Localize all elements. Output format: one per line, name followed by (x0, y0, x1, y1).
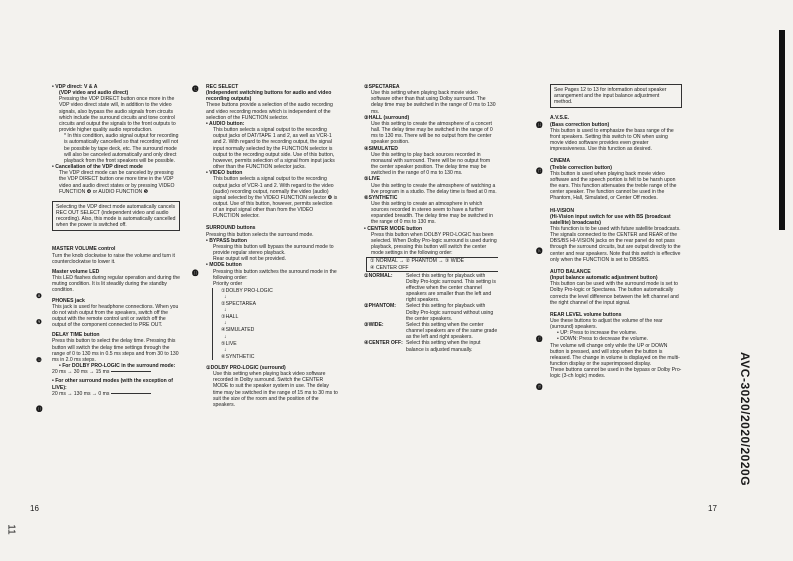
flow-step-4: ④SIMULATED (221, 327, 255, 334)
simulated-title: ④SIMULATED (364, 145, 398, 152)
live-body: Use this setting to create the atmosphere of watching a live program in a studio. The delay time is fixed at 0 ms. (371, 182, 497, 195)
live-title: ⑤LIVE (364, 176, 380, 183)
cinema-body: This button is used when playing back movie video software and the speech portion is felt to be harsh upon the ears. This function attenuates the treble range of the center speaker. The function cannot be used in the Phantom, Hall, Simulated, or Center Off modes. (550, 170, 677, 202)
model-name: AVC-3020/2020/2020G (738, 352, 752, 487)
vdp-title: • VDP direct: V & A (52, 84, 98, 90)
dolby-title: ①DOLBY PRO-LOGIC (surround) (206, 364, 286, 371)
spectarea-title: ②SPECTAREA (364, 84, 400, 90)
delay-prologic-flow (52, 369, 180, 375)
auto-balance-title: AUTO BALANCE (550, 268, 591, 275)
center-flow-1: ① NORMAL → ② PHANTOM → ③ WIDE (370, 258, 465, 265)
delay-other-flow (52, 391, 180, 397)
normal-desc: Select this setting for playback with Dolby Pro-logic surround. This setting is effective when the center channel speakers are smaller than the left and right speakers. (406, 272, 496, 304)
delay-prologic-flow-text: 20 ms → 30 ms → 15 ms (52, 369, 110, 376)
mode-body: Pressing this button switches the surround mode in the following order: (213, 268, 337, 281)
auto-balance-body: This button can be used with the surround mode is set to Dolby Pro-logic or Spectarea. The button automatically corrects the level difference between the left channel and the right channel of the input signal. (550, 281, 679, 306)
audio-body: This button selects a signal output to the recording output jacks of DAT/TAPE 1 and 2, as well as VCR-1 and 2. With regard to the recording output, the signal input normally selected by the FUNCTION selector is output to the recording output side. Use of this button, however, permits selection of a signal from input jacks other than the FUNCTION selector jacks. (213, 127, 335, 171)
rear-level-up: • UP: Press to increase the volume. (557, 330, 638, 337)
video-body: This button selects a signal output to the recording output jacks of VCR-1 and 2. With regard to the video (audio) recording output, normally the video (audio) signal selected by the VIDEO FUNCTION selector ❹ is output. Use of this button, however, permits selection of an input signal other than from the VIDEO FUNCTION selector. (213, 176, 338, 220)
marker-12: ⓬ (192, 86, 199, 93)
avse-body: This button is used to emphasize the bass range of the front speakers. Setting this switch to ON when using movie video software provides even greater impressiveness. Use this function as desired. (550, 127, 674, 153)
marker-9: ❾ (36, 319, 42, 326)
wide-desc: Select this setting when the center channel speakers are of the same grade as the left and right speakers. (406, 321, 498, 341)
center-modes-table (364, 273, 498, 353)
phantom-label: ②PHANTOM: (364, 303, 396, 310)
dolby-body: Use this setting when playing back video software recorded in Dolby surround. Switch the CENTER MODE to suit the speaker system in use. The delay time may be switched in the range of 15 ms to 30 ms to suit the size of the room and the position of the speakers. (213, 371, 338, 408)
priority-label: Priority order (213, 280, 243, 287)
marker-10: ❿ (36, 357, 42, 364)
hivision-title: HI-VISION (550, 207, 575, 214)
down-arrow-icon: ↓ (224, 320, 227, 327)
down-arrow-icon: ↓ (224, 333, 227, 340)
marker-17: ⓱ (536, 336, 543, 343)
marker-15: ⓯ (536, 168, 543, 175)
flow-step-1: ①DOLBY PRO-LOGIC (221, 288, 273, 294)
vdp-notice-box (52, 201, 180, 232)
hall-title: ③HALL (surround) (364, 114, 410, 121)
video-title: • VIDEO button (206, 170, 243, 177)
rec-subtitle: (Independent switching buttons for audio and video recording outputs) (206, 90, 332, 103)
master-volume-title: MASTER VOLUME control (52, 246, 116, 253)
column-4 (550, 84, 682, 380)
column-1 (52, 84, 180, 397)
page-number-left: 16 (30, 504, 39, 513)
side-mark: 11 (5, 524, 17, 535)
mode-title: • MODE button (206, 262, 242, 269)
synthetic-body: Use this setting to create an atmosphere in which sources recorded in stereo seem to have a further expanded breadth. The delay time may be switched in the range of 0 ms to 130 ms. (371, 200, 493, 226)
cancel-title: • Cancellation of the VDP direct mode (52, 164, 143, 171)
vdp-body: Pressing the VDP DIRECT button once more in the VDP video direct state will, in addition to the video signals, also bypass the audio signals from circuits which include the surround circuits and tone control circuits and output the signals to the front outputs to provide higher quality audio reproduction. (59, 96, 176, 134)
avse-subtitle: (Bass correction button) (550, 121, 610, 128)
vdp-notice-text: Selecting the VDP direct mode automatically cancels REC OUT SELECT (independent video and audio recording). Also, this mode is automatically cancelled when the power is switched off. (56, 203, 176, 229)
center-flow-2: ④ CENTER OFF (370, 264, 409, 271)
hivision-subtitle: (Hi-Vision input switch for use with BS (broadcast satellite) broadcasts) (550, 213, 671, 226)
flow-step-2: ②SPECTAREA (221, 301, 257, 308)
down-arrow-icon: ↓ (224, 307, 227, 314)
phones-title: PHONES jack (52, 297, 85, 304)
bypass-title: • BYPASS button (206, 237, 248, 244)
wide-label: ③WIDE: (364, 321, 384, 328)
delay-prologic: • For DOLBY PRO-LOGIC in the surround mode: (59, 363, 176, 370)
master-volume-body: Turn the knob clockwise to raise the volume and turn it counterclockwise to lower it. (52, 252, 175, 265)
marker-14: ⓮ (536, 122, 543, 129)
vdp-note: * In this condition, audio signal output for recording is automatically cancelled so that recording will not be possible by tape deck, etc. The surround mode will also be canceled automatically and only direct playback from the front speakers will be possible. (64, 133, 179, 164)
normal-label: ①NORMAL: (364, 272, 393, 279)
cinema-subtitle: (Treble correction button) (550, 164, 612, 171)
surround-title: SURROUND buttons (206, 225, 256, 232)
flow-step-6: ⑥SYNTHETIC (221, 353, 255, 360)
spectarea-body: Use this setting when playing back movie video software other than that using Dolby surround. The delay time may be switched in the range of 0 ms to 130 ms. (371, 90, 496, 115)
flow-step-3: ③HALL (221, 314, 239, 321)
flow-step-5: ⑤LIVE (221, 340, 237, 347)
audio-title: • AUDIO button: (206, 120, 245, 127)
marker-13: ⓭ (192, 270, 199, 277)
down-arrow-icon: ↓ (224, 346, 227, 353)
flow-line (111, 393, 151, 394)
phones-body: This jack is used for headphone connections. When you do not wish output from the speakers, switch off the output with the remote control unit or switch off the output of the component connected to PRE OUT. (52, 303, 179, 329)
center-off-label: ④CENTER OFF: (364, 340, 403, 347)
rec-body: These buttons provide a selection of the audio recording and video recording modes which is independent of the selection of the FUNCTION selector. (206, 102, 333, 121)
cinema-title: CINEMA (550, 158, 571, 165)
delay-other-flow-text: 20 ms → 130 ms → 0 ms (52, 390, 110, 397)
phantom-desc: Select this setting for playback with Dolby Pro-logic surround without using the center speakers. (406, 303, 494, 322)
surround-body: Pressing this button selects the surround mode. (206, 231, 314, 238)
rear-level-title: REAR LEVEL volume buttons (550, 311, 622, 318)
master-led-body: This LED flashes during regular operation and during the muting condition. It is lit steadily during the standby condition. (52, 275, 180, 294)
delay-title: DELAY TIME button (52, 332, 100, 339)
marker-8: ❽ (36, 293, 42, 300)
bypass-body: Pressing this button will bypass the surround mode to provide regular stereo playback. (213, 243, 334, 257)
rear-level-body: Use these buttons to adjust the volume of the rear (surround) speakers. (550, 318, 663, 331)
sidebar-bar (779, 30, 785, 230)
speaker-info-text: See Pages 12 to 13 for information about speaker arrangement and the input balance adjustment method. (554, 87, 667, 106)
vdp-subtitle: (VDP video and audio direct) (59, 90, 129, 97)
auto-balance-subtitle: (Input balance automatic adjustment button) (550, 275, 658, 282)
simulated-body: Use this setting to play back sources recorded in monaural with surround. There will be no output from the center speaker position. The delay time may be switched in the range of 0 ms to 130 ms. (371, 151, 491, 177)
speaker-info-box (550, 84, 682, 108)
page-number-right: 17 (708, 504, 717, 513)
cancel-body: The VDP direct mode can be canceled by pressing the VDP DIRECT button one more time in the VDP video and audio direct states or by pressing VIDEO FUNCTION ❹ or AUDIO FUNCTION ❺ (59, 170, 175, 195)
flow-line (111, 371, 151, 372)
center-off-desc: Select this setting when the input balance is adjusted manually. (406, 340, 481, 353)
hivision-body: This function is to be used with future satellite broadcasts. The signals connected to the CENTER and REAR of the DBS/BS HI-VISION jacks on the rear panel do not pass through the surround circuits, but are output directly to the center and rear speakers. Note that this switch is effective only when the FUNCTION is set to DBS/BS. (550, 225, 681, 263)
rear-level-body-2: The volume will change only while the UP or DOWN button is pressed, and will stop when the button is released. The change in volume is displayed on the multi-function display or the superimposed display. (550, 342, 680, 368)
delay-body: Press this button to select the delay time. Pressing this button will switch the delay time settings through the range of 0 to 130 ms in 0.5 ms steps and from 30 to 130 ms in 2.0 ms steps. (52, 338, 179, 363)
rear-level-body-3: These buttons cannot be used in the bypass or Dolby Pro-logic (3-ch logic) modes. (550, 367, 682, 380)
hall-body: Use this setting to create the atmosphere of a concert hall. The delay time may be switched in the range of 0 ms to 130 ms. There will be no output from the center speaker position. (371, 120, 493, 146)
master-led-title: Master volume LED (52, 268, 100, 275)
bypass-note: Rear output will not be provided. (213, 256, 287, 263)
rear-level-down: • DOWN: Press to decrease the volume. (557, 336, 648, 343)
column-2 (206, 84, 338, 408)
center-mode-body: Press this button when DOLBY PRO-LOGIC has been selected. When Dolby Pro-logic surround is used during playback, pressing this button will switch the center mode settings in the following order: (371, 231, 497, 257)
marker-16: ⓰ (536, 248, 543, 255)
rec-title: REC SELECT (206, 84, 239, 90)
down-arrow-icon: ↓ (224, 294, 227, 301)
mode-flow (212, 288, 338, 360)
center-mode-title: • CENTER MODE button (364, 225, 423, 232)
center-mode-flow (366, 257, 498, 271)
synthetic-title: ⑥SYNTHETIC (364, 194, 398, 201)
marker-11: ⓫ (36, 406, 43, 413)
marker-18: ⓲ (536, 384, 543, 391)
avse-title: A.V.S.E. (550, 115, 570, 122)
column-3 (364, 84, 498, 353)
delay-other: • For other surround modes (with the exception of LIVE): (52, 378, 173, 391)
